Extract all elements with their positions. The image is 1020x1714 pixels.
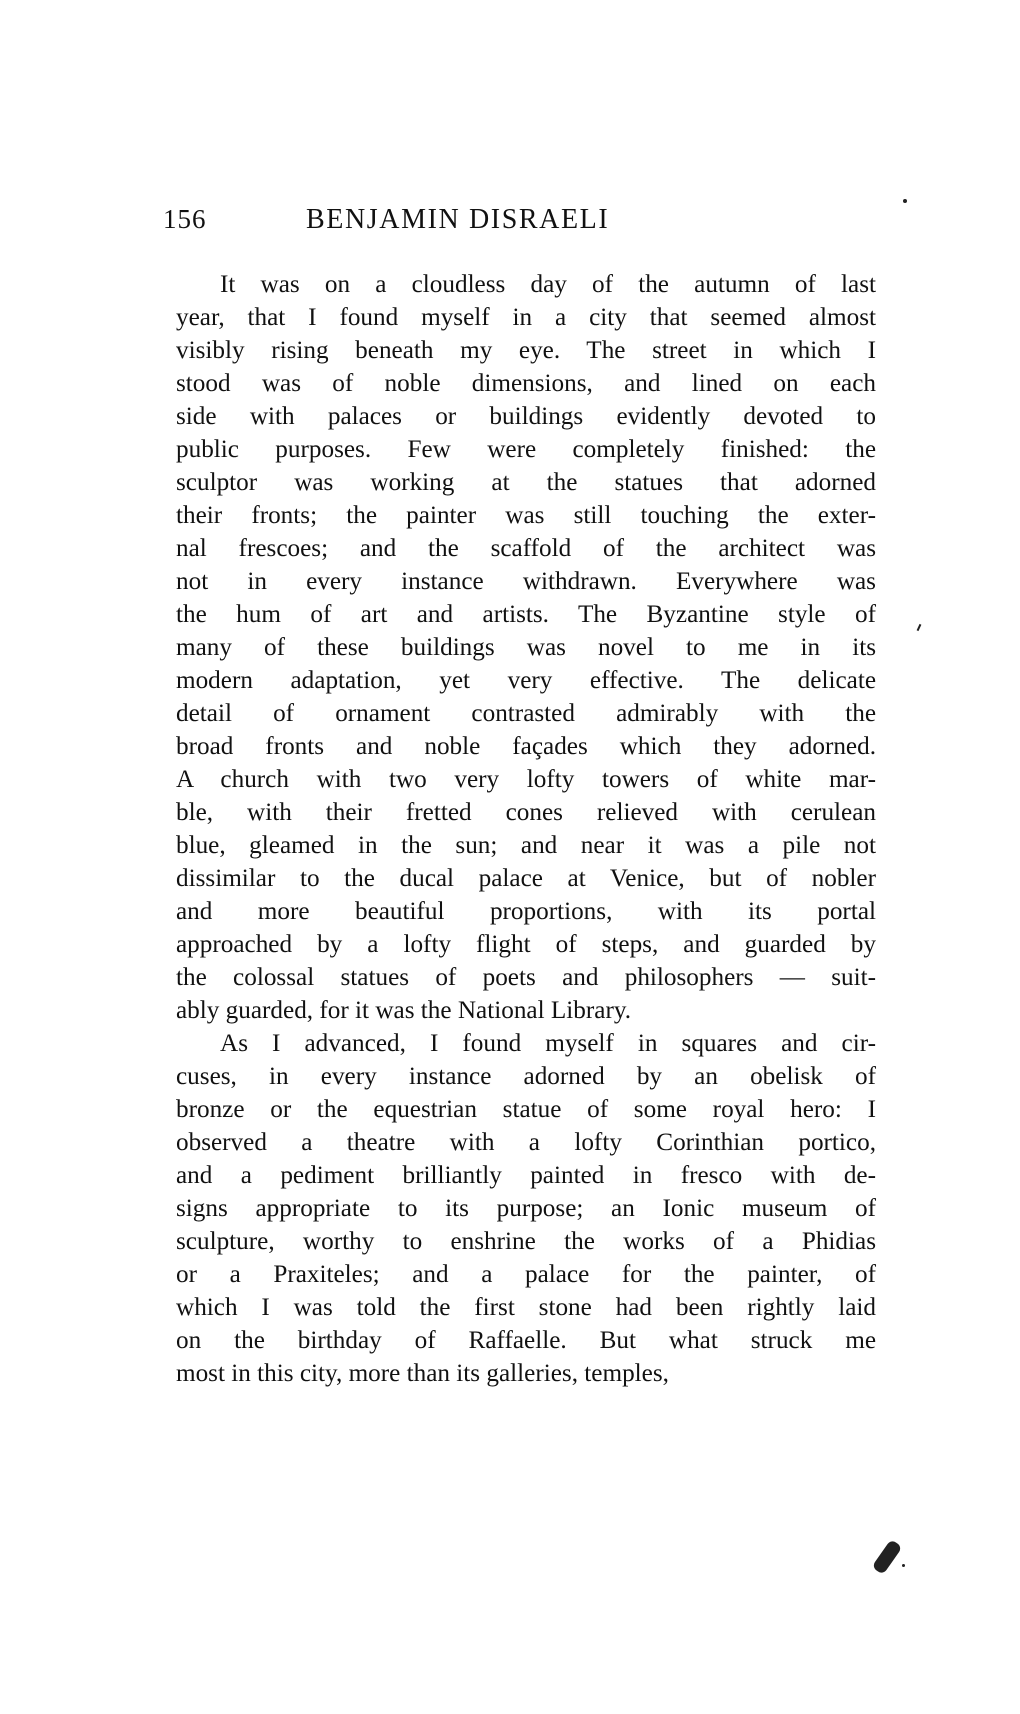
text-line: As I advanced, I found myself in squares and cir- [220,1030,876,1057]
paragraph [176,1027,876,1390]
text-line: on the birthday of Raffaelle. But what struck me [176,1327,876,1354]
text-line: sculptor was working at the statues that adorned [176,469,876,496]
text-line: most in this city, more than its galleries, temples, [176,1360,669,1387]
text-line: or a Praxiteles; and a palace for the painter, of [176,1261,876,1288]
scan-speck [902,1564,905,1567]
text-line: signs appropriate to its purpose; an Ionic museum of [176,1195,876,1222]
text-line: which I was told the first stone had been rightly laid [176,1294,876,1321]
text-line: It was on a cloudless day of the autumn of last [220,271,876,298]
text-line: and a pediment brilliantly painted in fresco with de- [176,1162,876,1189]
running-head [163,204,723,244]
text-line: observed a theatre with a lofty Corinthian portico, [176,1129,876,1156]
text-line: many of these buildings was novel to me in its [176,634,876,661]
text-line: sculpture, worthy to enshrine the works of a Phidias [176,1228,876,1255]
text-line: ble, with their fretted cones relieved with cerulean [176,799,876,826]
text-line: ably guarded, for it was the National Library. [176,997,632,1024]
scan-speck [903,199,907,203]
text-line: blue, gleamed in the sun; and near it was a pile not [176,832,876,859]
text-line: and more beautiful proportions, with its portal [176,898,876,925]
text-line: the hum of art and artists. The Byzantine style of [176,601,876,628]
running-title: BENJAMIN DISRAELI [306,204,610,235]
text-line: detail of ornament contrasted admirably with the [176,700,876,727]
scan-speck [917,624,922,631]
body-text [176,268,876,1390]
text-line: nal frescoes; and the scaffold of the architect was [176,535,876,562]
text-line: the colossal statues of poets and philosophers — suit- [176,964,876,991]
ink-blot [872,1539,903,1575]
paragraph [176,268,876,1027]
text-line: dissimilar to the ducal palace at Venice, but of nobler [176,865,876,892]
text-line: A church with two very lofty towers of white mar- [176,766,876,793]
text-line: their fronts; the painter was still touching the exter- [176,502,876,529]
text-line: visibly rising beneath my eye. The street in which I [176,337,876,364]
text-line: modern adaptation, yet very effective. The delicate [176,667,876,694]
text-line: stood was of noble dimensions, and lined on each [176,370,876,397]
text-line: bronze or the equestrian statue of some royal hero: I [176,1096,876,1123]
text-line: broad fronts and noble façades which they adorned. [176,733,876,760]
text-line: approached by a lofty flight of steps, and guarded by [176,931,876,958]
text-line: side with palaces or buildings evidently devoted to [176,403,876,430]
text-line: year, that I found myself in a city that seemed almost [176,304,876,331]
text-line: cuses, in every instance adorned by an obelisk of [176,1063,876,1090]
page-number: 156 [163,204,207,234]
text-line: not in every instance withdrawn. Everywhere was [176,568,876,595]
text-line: public purposes. Few were completely finished: the [176,436,876,463]
